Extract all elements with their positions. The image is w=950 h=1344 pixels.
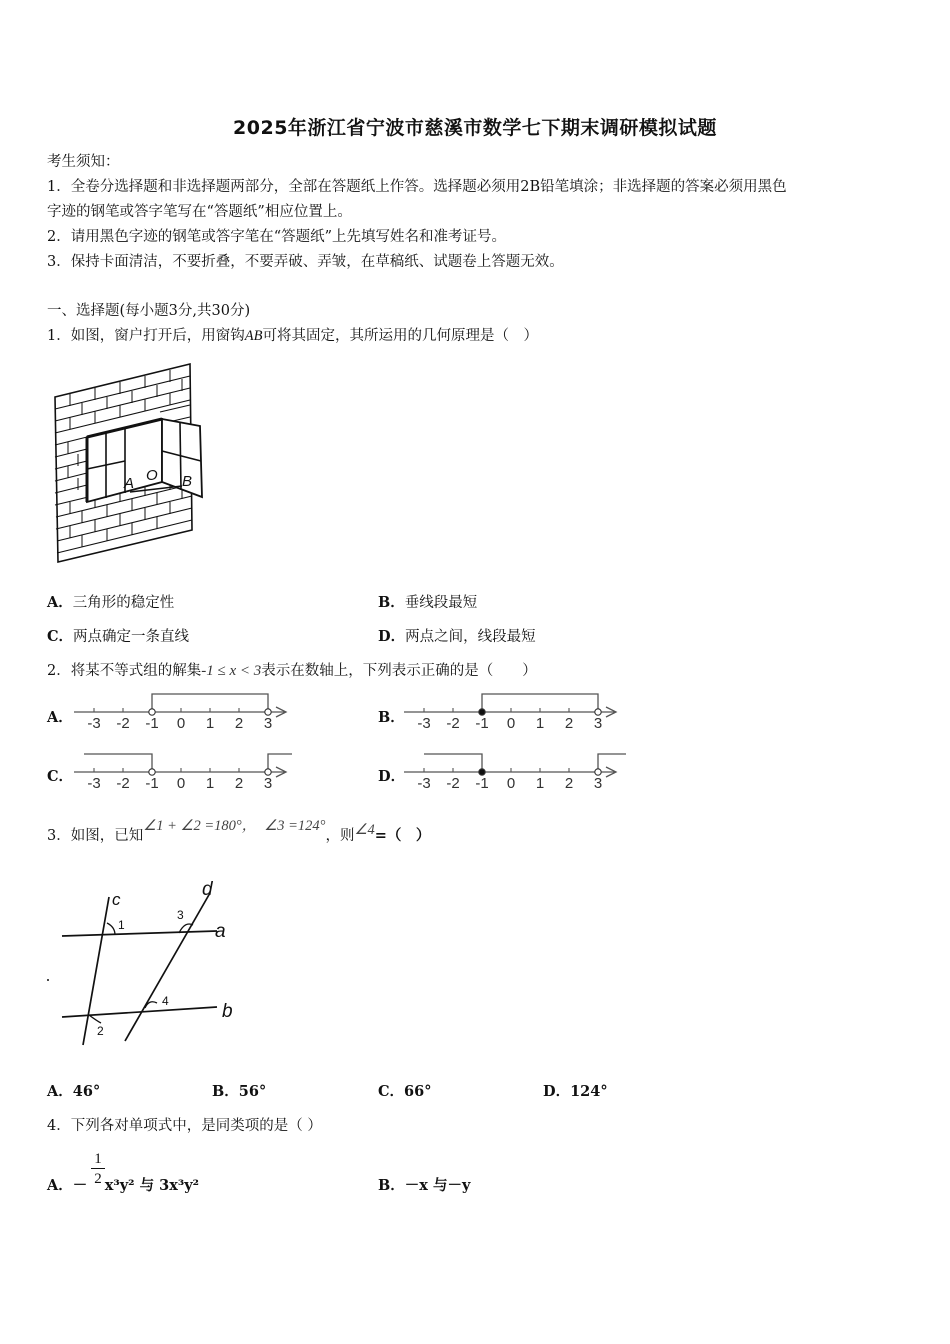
line-a <box>62 931 217 936</box>
tick-label: 2 <box>564 775 574 792</box>
solution-bracket <box>152 694 268 709</box>
open-point <box>595 709 601 715</box>
question-4-stem: 4．下列各对单项式中，是同类项的是（ ） <box>47 1118 322 1134</box>
tick-label: -1 <box>475 775 489 792</box>
number-line-a <box>70 690 300 740</box>
q2-option-a[interactable]: A． <box>47 709 73 726</box>
tick-label: 2 <box>234 715 244 732</box>
label-a: a <box>215 921 226 942</box>
angle-1-label: 1 <box>118 918 125 932</box>
number-line-b <box>400 690 630 740</box>
open-point <box>265 769 271 775</box>
question-1-stem <box>47 326 538 346</box>
question-2-stem-pre: 2．将某不等式组的解集 <box>47 663 202 679</box>
tick-label: 1 <box>535 715 545 732</box>
question-1-var: AB <box>244 328 263 344</box>
tick-label: 0 <box>506 715 516 732</box>
figure-label-O: O <box>146 467 158 484</box>
question-3-stem <box>47 818 431 846</box>
tick-label: -2 <box>446 775 460 792</box>
closed-point <box>479 769 485 775</box>
number-line-d <box>400 750 630 800</box>
tick-label: -3 <box>87 715 101 732</box>
tick-label: -2 <box>446 715 460 732</box>
fraction-numerator: 1 <box>94 1151 102 1167</box>
notice-item-3: 3．保持卡面清洁，不要折叠，不要弄破、弄皱，在草稿纸、试题卷上答题无效。 <box>47 254 564 270</box>
open-point <box>265 709 271 715</box>
label-c: c <box>112 890 121 909</box>
q1-option-b[interactable]: B．垂线段最短 <box>378 594 478 611</box>
q3-option-c[interactable]: C．66° <box>378 1083 432 1100</box>
question-2-stem-post: 表示在数轴上，下列表示正确的是（ ） <box>261 663 537 679</box>
question-3-stem-pre: 3．如图，已知 <box>47 828 144 844</box>
tick-label: 3 <box>263 775 273 792</box>
question-1-stem-pre: 1．如图，窗户打开后，用窗钩 <box>47 328 245 344</box>
label-b: b <box>222 1001 233 1022</box>
q3-option-a[interactable]: A．46° <box>47 1083 101 1100</box>
tick-label: 2 <box>564 715 574 732</box>
tick-label: -3 <box>417 775 431 792</box>
tick-label: 0 <box>176 775 186 792</box>
tick-label: 0 <box>176 715 186 732</box>
open-point <box>595 769 601 775</box>
number-line-c <box>70 750 300 800</box>
fraction-denominator: 2 <box>94 1171 102 1187</box>
tick-label: 3 <box>263 715 273 732</box>
question-3-stem-mid: ，则 <box>325 828 355 844</box>
notice-item-2: 2．请用黑色字迹的钢笔或答字笔在“答题纸”上先填写姓名和准考证号。 <box>47 229 507 245</box>
tick-label: -1 <box>145 775 159 792</box>
notice-item-1: 1．全卷分选择题和非选择题两部分，全部在答题纸上作答。选择题必须用2B铅笔填涂；非选择题的答案必须用黑色 <box>47 179 787 195</box>
q1-option-c[interactable]: C．两点确定一条直线 <box>47 628 190 645</box>
q3-option-d[interactable]: D．124° <box>543 1083 608 1100</box>
notice-item-1-cont: 字迹的钢笔或答字笔写在“答题纸”相应位置上。 <box>47 204 352 220</box>
angle-2-label: 2 <box>97 1024 104 1038</box>
notice-heading: 考生须知： <box>47 154 120 170</box>
tick-label: -3 <box>417 715 431 732</box>
tick-label: -1 <box>145 715 159 732</box>
question-3-stem-post: =（ ） <box>374 827 431 844</box>
q2-option-b[interactable]: B． <box>378 709 405 726</box>
figure-label-A: A <box>124 475 135 492</box>
question-2-stem <box>47 661 537 681</box>
closed-point <box>479 709 485 715</box>
tick-label: 3 <box>593 715 603 732</box>
question-3-cond1: ∠1 + ∠2 =180°， <box>143 818 257 834</box>
line-c <box>83 897 109 1045</box>
q1-option-a[interactable]: A．三角形的稳定性 <box>47 594 175 611</box>
tick-label: 1 <box>535 775 545 792</box>
question-3-ask: ∠4 <box>354 822 375 838</box>
solution-bracket <box>268 754 292 769</box>
angle-4-label: 4 <box>162 994 169 1008</box>
q4-option-a[interactable]: A．－ x³y² 与 3x³y² <box>47 1177 199 1194</box>
tick-label: -2 <box>116 715 130 732</box>
q1-option-d[interactable]: D．两点之间，线段最短 <box>378 628 536 645</box>
page-title: 2025年浙江省宁波市慈溪市数学七下期末调研模拟试题 <box>233 117 717 139</box>
tick-label: -1 <box>475 715 489 732</box>
parallel-lines-figure <box>45 875 245 1050</box>
tick-label: -3 <box>87 775 101 792</box>
q4-option-b[interactable]: B．－x 与－y <box>378 1177 471 1194</box>
angle-3-label: 3 <box>177 908 184 922</box>
tick-label: 3 <box>593 775 603 792</box>
question-3-cond2: ∠3 =124° <box>264 818 326 834</box>
q2-option-d[interactable]: D． <box>378 768 406 785</box>
q4-fraction <box>91 1150 105 1188</box>
question-2-math: -1 ≤ x < 3 <box>201 663 262 679</box>
solution-bracket <box>598 754 626 769</box>
solution-bracket <box>84 754 152 769</box>
open-point <box>149 769 155 775</box>
figure-label-B: B <box>182 473 193 490</box>
tick-label: 1 <box>205 775 215 792</box>
question-1-stem-post: 可将其固定，其所运用的几何原理是（ ） <box>262 328 538 344</box>
solution-bracket <box>482 694 598 709</box>
label-d: d <box>202 879 213 900</box>
solution-bracket <box>424 754 482 769</box>
window-figure <box>50 362 210 567</box>
q2-option-c[interactable]: C． <box>47 768 74 785</box>
tick-label: 2 <box>234 775 244 792</box>
q3-option-b[interactable]: B．56° <box>212 1083 267 1100</box>
section-heading: 一、选择题(每小题3分,共30分) <box>47 303 251 319</box>
line-d <box>125 893 210 1041</box>
tick-label: -2 <box>116 775 130 792</box>
open-point <box>149 709 155 715</box>
tick-label: 0 <box>506 775 516 792</box>
tick-label: 1 <box>205 715 215 732</box>
